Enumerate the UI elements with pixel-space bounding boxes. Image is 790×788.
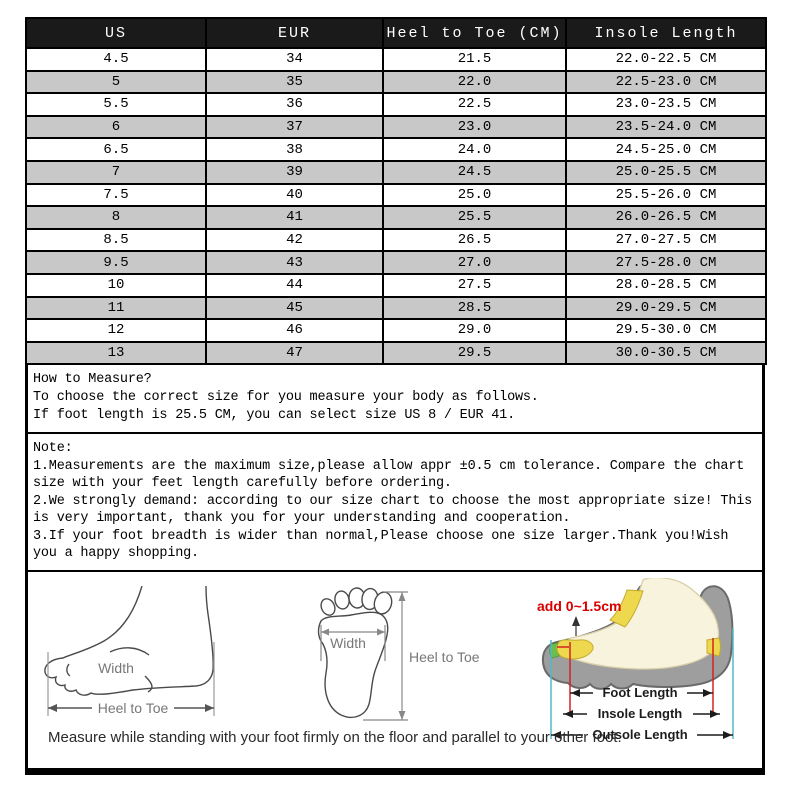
info-box <box>25 365 765 775</box>
table-row <box>26 184 766 207</box>
width-label: Width <box>330 634 366 651</box>
table-cell: 25.0 <box>383 184 566 207</box>
table-header-row <box>26 18 766 48</box>
table-cell: 39 <box>206 161 383 184</box>
column-header: US <box>26 18 206 48</box>
table-cell: 24.5 <box>383 161 566 184</box>
top-foot-diagram <box>313 577 508 727</box>
column-header: EUR <box>206 18 383 48</box>
table-cell: 9.5 <box>26 251 206 274</box>
table-cell: 29.5 <box>383 342 566 365</box>
size-table-body <box>26 48 766 364</box>
table-cell: 8 <box>26 206 206 229</box>
table-cell: 21.5 <box>383 48 566 71</box>
table-cell: 7 <box>26 161 206 184</box>
table-cell: 22.0-22.5 CM <box>566 48 766 71</box>
table-cell: 28.0-28.5 CM <box>566 274 766 297</box>
table-cell: 29.0-29.5 CM <box>566 297 766 320</box>
table-cell: 13 <box>26 342 206 365</box>
table-cell: 27.5-28.0 CM <box>566 251 766 274</box>
table-cell: 25.5 <box>383 206 566 229</box>
table-cell: 35 <box>206 71 383 94</box>
table-cell: 26.0-26.5 CM <box>566 206 766 229</box>
table-cell: 25.0-25.5 CM <box>566 161 766 184</box>
table-cell: 43 <box>206 251 383 274</box>
table-row <box>26 342 766 365</box>
table-cell: 27.0-27.5 CM <box>566 229 766 252</box>
table-cell: 36 <box>206 93 383 116</box>
table-cell: 27.0 <box>383 251 566 274</box>
text-line: 3.If your foot breadth is wider than normal,Please choose one size larger.Thank you!Wish <box>33 528 729 544</box>
table-cell: 7.5 <box>26 184 206 207</box>
table-cell: 6.5 <box>26 138 206 161</box>
table-cell: 29.0 <box>383 319 566 342</box>
side-foot-diagram <box>36 586 236 726</box>
table-cell: 28.5 <box>383 297 566 320</box>
text-line: 2.We strongly demand: according to our size chart to choose the most appropriate size! This <box>33 493 753 509</box>
table-cell: 23.0 <box>383 116 566 139</box>
table-row <box>26 71 766 94</box>
add-arrow <box>572 616 580 636</box>
text-line: How to Measure? <box>33 372 152 388</box>
table-cell: 22.5-23.0 CM <box>566 71 766 94</box>
footprint-outline <box>319 587 395 717</box>
table-cell: 27.5 <box>383 274 566 297</box>
table-cell: 26.5 <box>383 229 566 252</box>
table-cell: 10 <box>26 274 206 297</box>
table-cell: 22.0 <box>383 71 566 94</box>
text-line: you a happy shopping. <box>33 546 199 562</box>
how-to-measure-section <box>28 365 762 434</box>
table-row <box>26 206 766 229</box>
table-cell: 23.0-23.5 CM <box>566 93 766 116</box>
table-cell: 8.5 <box>26 229 206 252</box>
table-cell: 29.5-30.0 CM <box>566 319 766 342</box>
table-row <box>26 48 766 71</box>
table-cell: 42 <box>206 229 383 252</box>
foot-length-label: Foot Length <box>602 684 678 700</box>
table-cell: 45 <box>206 297 383 320</box>
shoe-diagram <box>535 578 763 746</box>
table-row <box>26 93 766 116</box>
table-cell: 44 <box>206 274 383 297</box>
table-row <box>26 297 766 320</box>
outsole-length-label: Outsole Length <box>592 726 688 742</box>
table-cell: 25.5-26.0 CM <box>566 184 766 207</box>
size-chart-page <box>25 17 765 775</box>
table-cell: 23.5-24.0 CM <box>566 116 766 139</box>
text-line: size with your feet length carefully before ordering. <box>33 476 452 492</box>
text-line: is very important, thank you for your understanding and cooperation. <box>33 511 571 527</box>
table-cell: 47 <box>206 342 383 365</box>
note-section <box>28 434 762 572</box>
table-row <box>26 319 766 342</box>
add-tolerance-label: add 0~1.5cm <box>537 597 622 614</box>
table-cell: 40 <box>206 184 383 207</box>
heel-to-toe-label: Heel to Toe <box>409 648 480 665</box>
table-cell: 46 <box>206 319 383 342</box>
table-cell: 11 <box>26 297 206 320</box>
table-row <box>26 161 766 184</box>
table-cell: 24.5-25.0 CM <box>566 138 766 161</box>
text-line: To choose the correct size for you measure your body as follows. <box>33 390 539 406</box>
table-cell: 5 <box>26 71 206 94</box>
text-line: Note: <box>33 441 73 457</box>
diagram-section <box>28 572 762 768</box>
table-cell: 24.0 <box>383 138 566 161</box>
size-table <box>25 17 767 365</box>
width-label: Width <box>98 659 134 676</box>
table-cell: 38 <box>206 138 383 161</box>
table-cell: 4.5 <box>26 48 206 71</box>
table-cell: 12 <box>26 319 206 342</box>
table-row <box>26 274 766 297</box>
table-row <box>26 138 766 161</box>
table-cell: 30.0-30.5 CM <box>566 342 766 365</box>
heel-to-toe-label: Heel to Toe <box>97 699 169 716</box>
table-cell: 22.5 <box>383 93 566 116</box>
text-line: If foot length is 25.5 CM, you can select size US 8 / EUR 41. <box>33 408 515 424</box>
insole-length-label: Insole Length <box>597 705 683 721</box>
column-header: Insole Length <box>566 18 766 48</box>
table-cell: 37 <box>206 116 383 139</box>
table-cell: 41 <box>206 206 383 229</box>
table-cell: 34 <box>206 48 383 71</box>
foot-outline <box>45 586 213 695</box>
column-header: Heel to Toe (CM) <box>383 18 566 48</box>
table-row <box>26 251 766 274</box>
table-cell: 5.5 <box>26 93 206 116</box>
measure-caption: Measure while standing with your foot firmly on the floor and parallel to your other foot. <box>48 728 622 746</box>
text-line: 1.Measurements are the maximum size,please allow appr ±0.5 cm tolerance. Compare the chart <box>33 458 745 474</box>
table-row <box>26 116 766 139</box>
table-cell: 6 <box>26 116 206 139</box>
table-row <box>26 229 766 252</box>
